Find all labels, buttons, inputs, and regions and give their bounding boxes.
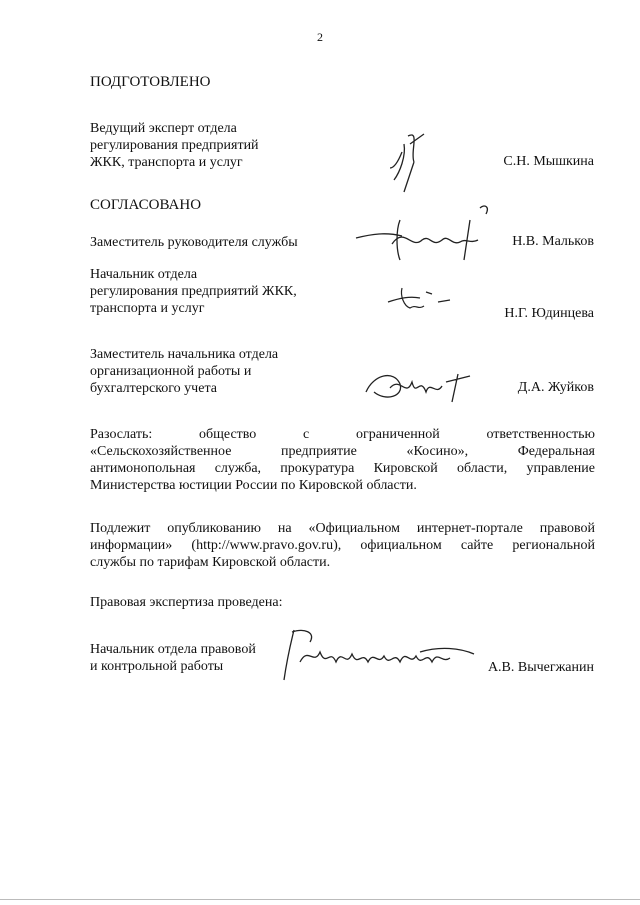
position-line: Заместитель руководителя службы <box>90 235 298 250</box>
legal-review-name: А.В. Вычегжанин <box>487 660 594 675</box>
paragraph-line: Подлежит опубликованию на «Официальном интернет-портале правовой <box>90 521 595 536</box>
bottom-edge-line <box>0 899 640 900</box>
paragraph-line: информации» (http://www.pravo.gov.ru), официальном сайте региональной <box>90 538 595 553</box>
signature-myshkina <box>380 122 440 194</box>
agreed-heading: СОГЛАСОВАНО <box>90 197 202 213</box>
position-line: Заместитель начальника отдела <box>90 347 279 362</box>
signature-yudintseva <box>380 280 460 320</box>
position-line: транспорта и услуг <box>90 301 205 316</box>
signer-position <box>90 234 298 251</box>
signer-name: Н.В. Мальков <box>512 234 594 249</box>
signer-position <box>90 346 278 397</box>
distribution-paragraph <box>90 426 595 494</box>
position-line: бухгалтерского учета <box>90 381 217 396</box>
publication-paragraph <box>90 520 595 571</box>
signer-position <box>90 266 297 317</box>
paragraph-line: «Сельскохозяйственное предприятие «Косино», Федеральная <box>90 444 595 459</box>
signer-name: Д.А. Жуйков <box>517 380 594 395</box>
position-line: Ведущий эксперт отдела <box>90 121 237 136</box>
page-number: 2 <box>317 30 323 44</box>
legal-review-statement: Правовая экспертиза проведена: <box>90 595 283 610</box>
position-line: регулирования предприятий ЖКК, <box>90 284 297 299</box>
signer-name: Н.Г. Юдинцева <box>504 306 594 321</box>
paragraph-line: Министерства юстиции России по Кировской области. <box>90 478 417 493</box>
position-line: Начальник отдела правовой <box>90 642 256 657</box>
legal-review-position <box>90 641 256 675</box>
position-line: регулирования предприятий <box>90 138 259 153</box>
position-line: Начальник отдела <box>90 267 198 282</box>
prepared-name: С.Н. Мышкина <box>503 154 594 169</box>
position-line: и контрольной работы <box>90 659 224 674</box>
paragraph-line: Разослать: общество с ограниченной ответственностью <box>90 427 595 442</box>
prepared-heading: ПОДГОТОВЛЕНО <box>90 74 211 90</box>
prepared-position <box>90 120 259 171</box>
signature-vychegzhanin <box>270 622 480 684</box>
paragraph-line: службы по тарифам Кировской области. <box>90 555 331 570</box>
position-line: ЖКК, транспорта и услуг <box>90 155 243 170</box>
position-line: организационной работы и <box>90 364 252 379</box>
paragraph-line: антимонопольная служба, прокуратура Кировской области, управление <box>90 461 595 476</box>
